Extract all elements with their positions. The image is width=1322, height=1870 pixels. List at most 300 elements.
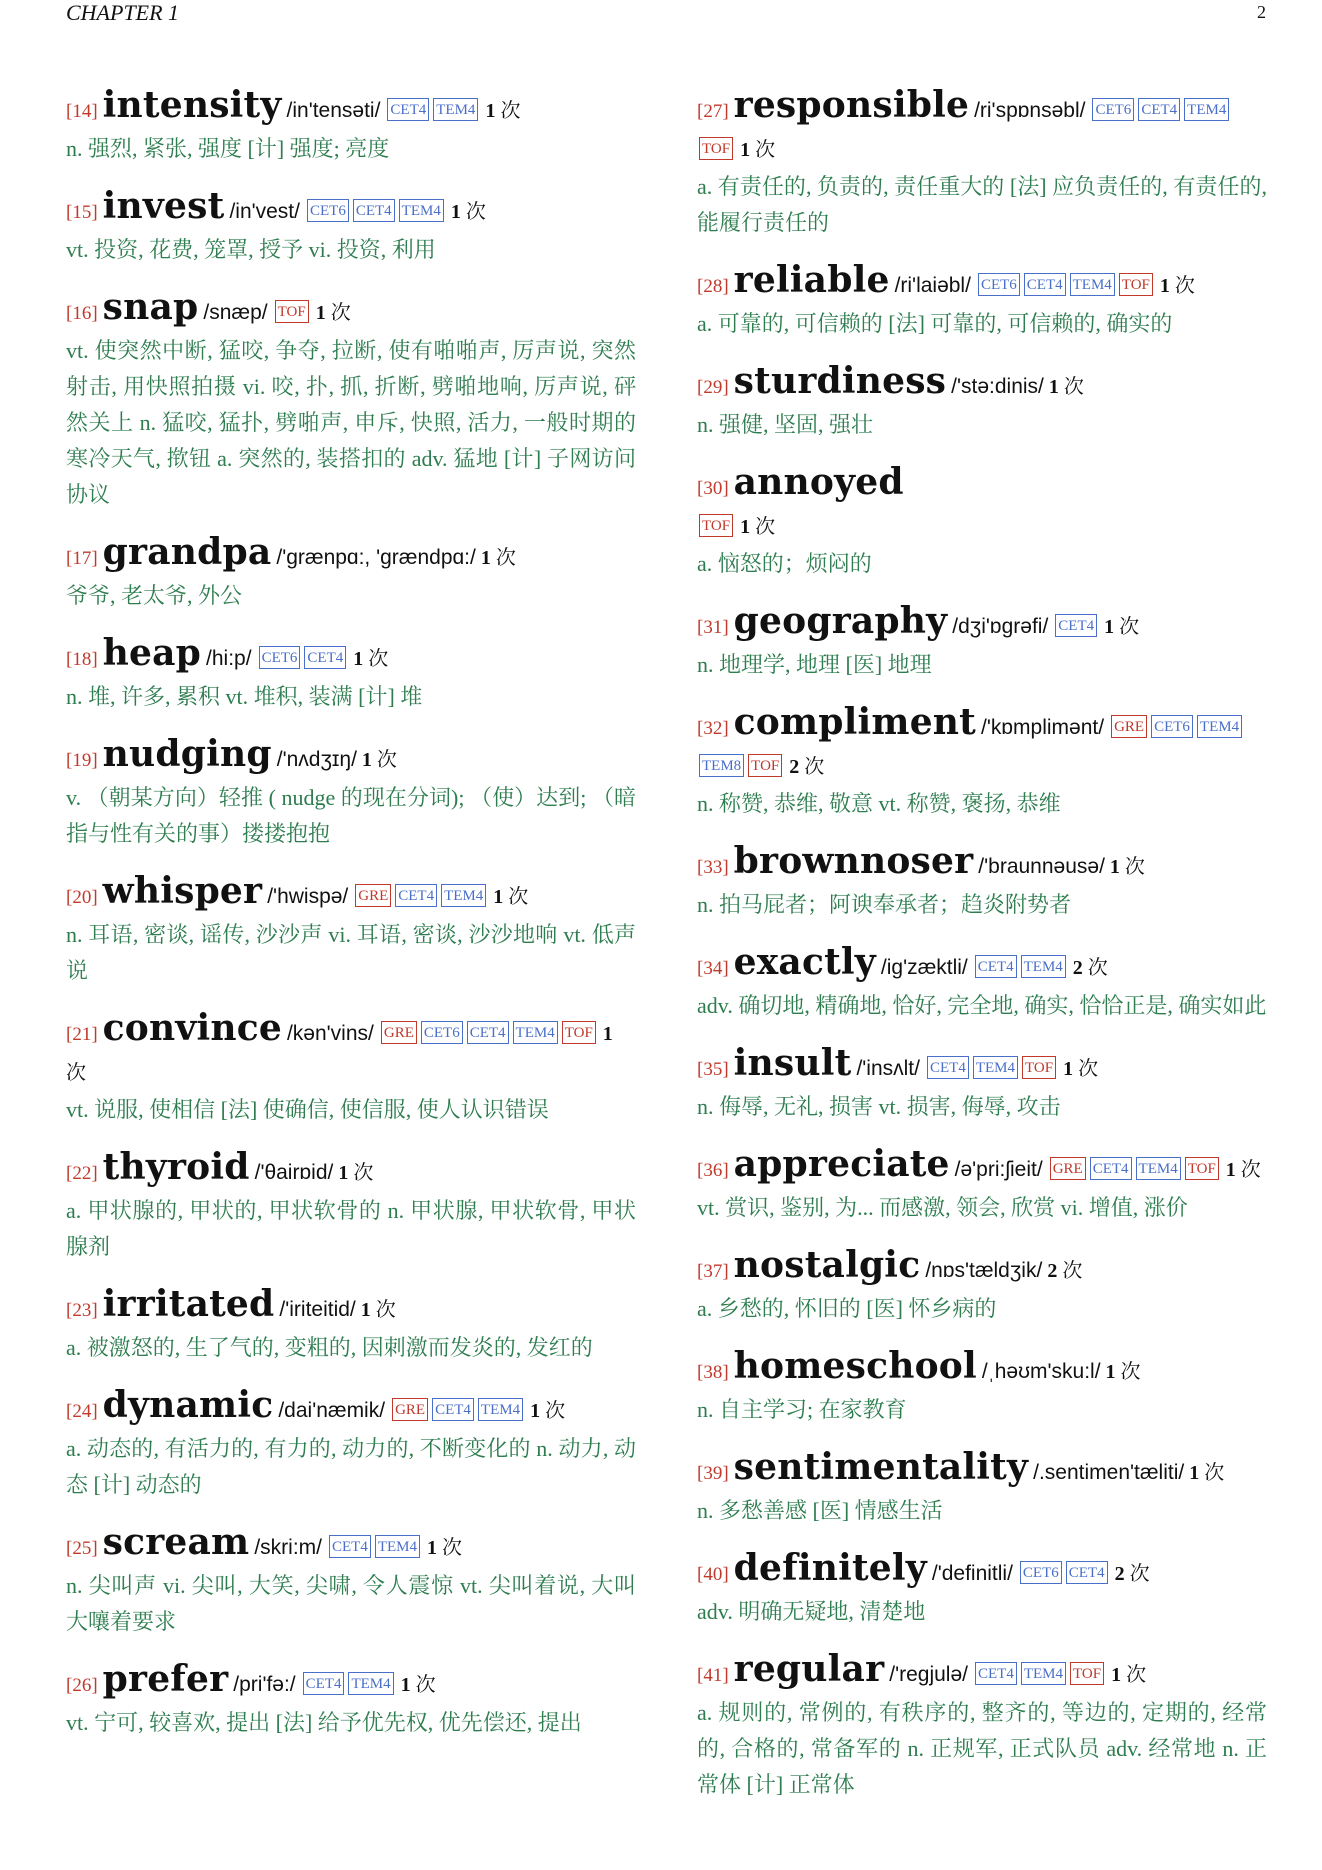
count-unit: 次 <box>375 1299 396 1321</box>
headword: reliable <box>733 259 890 301</box>
definition: n. 尖叫声 vi. 尖叫, 大笑, 尖啸, 令人震惊 vt. 尖叫着说, 大叫大嚷着要求 <box>66 1573 636 1634</box>
exam-tag: CET4 <box>467 1021 509 1044</box>
entry-index: [32] <box>697 718 729 739</box>
entry-index: [24] <box>66 1401 98 1422</box>
exam-tag: GRE <box>381 1021 417 1044</box>
exam-tag: CET6 <box>307 199 349 222</box>
entry-index: [37] <box>697 1261 729 1282</box>
headword: geography <box>733 600 948 642</box>
entry-index: [18] <box>66 649 98 670</box>
count-number: 2 <box>789 756 800 778</box>
exam-tag: TEM4 <box>1197 715 1242 738</box>
word-entry <box>697 1145 1267 1226</box>
definition: n. 堆, 许多, 累积 vt. 堆积, 装满 [计] 堆 <box>66 684 423 709</box>
count-unit: 次 <box>804 756 825 778</box>
entry-head <box>697 943 1267 988</box>
entry-head <box>697 1347 1267 1392</box>
definition: a. 规则的, 常例的, 有秩序的, 整齐的, 等边的, 定期的, 经常的, 合格的, 常备军的 n. 正规军, 正式队员 adv. 经常地 n. 正常体 [计] 正常体 <box>697 1700 1267 1797</box>
occurrence-count <box>1110 1563 1150 1585</box>
entry-head <box>697 1044 1267 1089</box>
entry-head <box>66 187 636 232</box>
occurrence-count <box>446 201 486 223</box>
count-unit: 次 <box>1062 1260 1083 1282</box>
count-unit: 次 <box>1120 1361 1141 1383</box>
entry-index: [40] <box>697 1564 729 1585</box>
left-column <box>66 66 636 1741</box>
count-unit: 次 <box>1078 1058 1099 1080</box>
count-number: 1 <box>1159 275 1170 297</box>
occurrence-count <box>481 547 516 569</box>
count-number: 1 <box>427 1537 438 1559</box>
definition: n. 强健, 坚固, 强壮 <box>697 412 874 437</box>
entry-head <box>697 463 1267 508</box>
count-unit: 次 <box>1063 376 1084 398</box>
count-unit: 次 <box>1204 1462 1225 1484</box>
pronunciation: /dʒi'ɒgrəfi/ <box>952 615 1049 638</box>
entry-index: [41] <box>697 1665 729 1686</box>
definition: vt. 说服, 使相信 [法] 使确信, 使信服, 使人认识错误 <box>66 1097 549 1122</box>
count-unit: 次 <box>1119 616 1140 638</box>
definition: a. 甲状腺的, 甲状的, 甲状软骨的 n. 甲状腺, 甲状软骨, 甲状腺剂 <box>66 1198 636 1259</box>
pronunciation: /skri:m/ <box>254 1536 322 1559</box>
entry-index: [39] <box>697 1463 729 1484</box>
exam-tag: TOF <box>748 754 782 777</box>
entry-head <box>697 261 1267 306</box>
entry-head <box>66 1386 636 1431</box>
entry-index: [31] <box>697 617 729 638</box>
word-entry <box>66 86 636 167</box>
count-unit: 次 <box>755 139 776 161</box>
count-unit: 次 <box>1126 1664 1147 1686</box>
exam-tag: CET4 <box>927 1056 969 1079</box>
count-unit: 次 <box>1240 1159 1261 1181</box>
word-entry <box>697 362 1267 443</box>
count-number: 1 <box>1109 856 1120 878</box>
word-entry <box>66 735 636 852</box>
count-unit: 次 <box>545 1400 566 1422</box>
occurrence-count <box>1106 1361 1141 1383</box>
count-number: 2 <box>1114 1563 1125 1585</box>
pronunciation: /'insʌlt/ <box>856 1057 920 1080</box>
entry-index: [36] <box>697 1160 729 1181</box>
entry-head <box>697 703 1267 786</box>
pronunciation: /'definitli/ <box>931 1562 1013 1585</box>
pronunciation: /'hwispə/ <box>267 885 349 908</box>
entry-index: [30] <box>697 478 729 499</box>
exam-tag: TEM4 <box>433 98 478 121</box>
entry-index: [23] <box>66 1300 98 1321</box>
headword: grandpa <box>102 531 272 573</box>
entry-head <box>66 735 636 780</box>
occurrence-count <box>361 1299 396 1321</box>
pronunciation: /hi:p/ <box>206 647 252 670</box>
entry-head <box>697 1246 1267 1291</box>
occurrence-count <box>1049 376 1084 398</box>
count-unit: 次 <box>1124 856 1145 878</box>
word-entry <box>66 533 636 614</box>
entry-head <box>697 362 1267 407</box>
word-entry <box>66 1660 636 1741</box>
exam-tag: CET4 <box>432 1398 474 1421</box>
exam-tag: CET4 <box>304 646 346 669</box>
headword: sturdiness <box>733 360 947 402</box>
exam-tag: TEM8 <box>699 754 744 777</box>
entry-head <box>66 1523 636 1568</box>
pronunciation: /ə'pri:ʃieit/ <box>954 1158 1043 1181</box>
occurrence-count <box>1221 1159 1261 1181</box>
exam-tag: GRE <box>355 884 391 907</box>
headword: responsible <box>733 84 970 126</box>
word-entry <box>697 463 1267 582</box>
entry-index: [29] <box>697 377 729 398</box>
occurrence-count <box>784 756 824 778</box>
word-entry <box>697 261 1267 342</box>
definition: n. 侮辱, 无礼, 损害 vt. 损害, 侮辱, 攻击 <box>697 1094 1061 1119</box>
exam-tag: TOF <box>1119 273 1153 296</box>
exam-tag: TEM4 <box>478 1398 523 1421</box>
pronunciation: /in'vest/ <box>229 200 300 223</box>
headword: definitely <box>733 1547 927 1589</box>
entry-head <box>697 1549 1267 1594</box>
word-entry <box>697 86 1267 241</box>
pronunciation: /'stə:dinis/ <box>951 375 1044 398</box>
definition: a. 有责任的, 负责的, 责任重大的 [法] 应负责任的, 有责任的, 能履行责任的 <box>697 174 1267 235</box>
word-entry <box>697 1549 1267 1630</box>
word-entry <box>66 634 636 715</box>
page-header <box>66 0 1266 26</box>
word-entry <box>697 842 1267 923</box>
exam-tag: GRE <box>1111 715 1147 738</box>
word-entry <box>66 1009 636 1128</box>
entry-index: [25] <box>66 1538 98 1559</box>
headword: brownnoser <box>733 840 974 882</box>
exam-tag: TOF <box>562 1021 596 1044</box>
exam-tag: CET6 <box>1151 715 1193 738</box>
exam-tag: CET6 <box>978 273 1020 296</box>
definition: 爷爷, 老太爷, 外公 <box>66 583 243 608</box>
exam-tag: TOF <box>1185 1157 1219 1180</box>
entry-head <box>697 86 1267 169</box>
entry-index: [15] <box>66 202 98 223</box>
headword: nudging <box>102 733 272 775</box>
definition: a. 可靠的, 可信赖的 [法] 可靠的, 可信赖的, 确实的 <box>697 311 1173 336</box>
definition: n. 拍马屁者；阿谀奉承者；趋炎附势者 <box>697 892 1072 917</box>
count-unit: 次 <box>66 1062 86 1084</box>
headword: annoyed <box>733 461 904 503</box>
entry-index: [19] <box>66 750 98 771</box>
definition: n. 多愁善感 [医] 情感生活 <box>697 1498 943 1523</box>
exam-tag: CET4 <box>1066 1561 1108 1584</box>
occurrence-count <box>348 648 388 670</box>
count-unit: 次 <box>353 1162 374 1184</box>
headword: nostalgic <box>733 1244 921 1286</box>
entry-head <box>66 533 636 578</box>
pronunciation: /ri'laiəbl/ <box>894 274 971 297</box>
exam-tag: CET4 <box>1090 1157 1132 1180</box>
count-number: 1 <box>493 886 504 908</box>
entry-head <box>697 1650 1267 1695</box>
exam-tag: GRE <box>1050 1157 1086 1180</box>
entry-index: [21] <box>66 1024 98 1045</box>
exam-tag: CET4 <box>1024 273 1066 296</box>
definition: adv. 明确无疑地, 清楚地 <box>697 1599 926 1624</box>
count-number: 1 <box>338 1162 349 1184</box>
exam-tag: CET4 <box>329 1535 371 1558</box>
entry-index: [26] <box>66 1675 98 1696</box>
exam-tag: CET4 <box>975 1662 1017 1685</box>
occurrence-count <box>1110 856 1145 878</box>
count-number: 1 <box>1189 1462 1200 1484</box>
count-number: 1 <box>315 302 326 324</box>
entry-index: [34] <box>697 958 729 979</box>
exam-tag: CET6 <box>421 1021 463 1044</box>
exam-tag: CET6 <box>1092 98 1134 121</box>
pronunciation: /'grænpɑ:, 'grændpɑ:/ <box>276 546 476 569</box>
occurrence-count <box>1189 1462 1224 1484</box>
count-number: 1 <box>1048 376 1059 398</box>
exam-tag: TEM4 <box>1070 273 1115 296</box>
occurrence-count <box>1099 616 1139 638</box>
definition: n. 耳语, 密谈, 谣传, 沙沙声 vi. 耳语, 密谈, 沙沙地响 vt. 低声说 <box>66 922 636 983</box>
word-entry <box>66 1148 636 1265</box>
exam-tag: CET4 <box>1138 98 1180 121</box>
occurrence-count <box>362 749 397 771</box>
exam-tag: TEM4 <box>1184 98 1229 121</box>
occurrence-count <box>1047 1260 1082 1282</box>
entry-head <box>66 1660 636 1705</box>
count-number: 1 <box>450 201 461 223</box>
word-entry <box>697 703 1267 822</box>
count-unit: 次 <box>1174 275 1195 297</box>
entry-head <box>697 602 1267 647</box>
count-number: 1 <box>740 516 751 538</box>
pronunciation: /pri'fə:/ <box>233 1673 296 1696</box>
headword: appreciate <box>733 1143 950 1185</box>
entry-head <box>66 1285 636 1330</box>
pronunciation: /in'tensəti/ <box>286 99 381 122</box>
pronunciation: /ri'spɒnsəbl/ <box>974 99 1086 122</box>
word-entry <box>697 1448 1267 1529</box>
pronunciation: /nɒs'tældʒik/ <box>925 1259 1043 1282</box>
count-unit: 次 <box>368 648 389 670</box>
count-unit: 次 <box>442 1537 463 1559</box>
pronunciation: /ig'zæktli/ <box>880 956 968 979</box>
exam-tag: TOF <box>699 137 733 160</box>
count-number: 1 <box>1111 1664 1122 1686</box>
definition: vt. 投资, 花费, 笼罩, 授予 vi. 投资, 利用 <box>66 237 436 262</box>
headword: homeschool <box>733 1345 977 1387</box>
occurrence-count <box>338 1162 373 1184</box>
count-number: 1 <box>360 1299 371 1321</box>
headword: exactly <box>733 941 876 983</box>
entry-head <box>697 1448 1267 1493</box>
definition: n. 地理学, 地理 [医] 地理 <box>697 652 932 677</box>
entry-index: [14] <box>66 101 98 122</box>
headword: thyroid <box>102 1146 250 1188</box>
word-entry <box>66 1386 636 1503</box>
definition: v. （朝某方向）轻推 ( nudge 的现在分词); （使）达到; （暗指与性有关的事）搂搂抱抱 <box>66 785 636 846</box>
count-number: 2 <box>1072 957 1083 979</box>
occurrence-count <box>735 139 775 161</box>
word-entry <box>66 1523 636 1640</box>
word-entry <box>66 187 636 268</box>
occurrence-count <box>311 302 351 324</box>
occurrence-count <box>1155 275 1195 297</box>
headword: insult <box>733 1042 852 1084</box>
pronunciation: /'θairɒid/ <box>254 1161 334 1184</box>
word-entry <box>697 1650 1267 1803</box>
count-unit: 次 <box>415 1674 436 1696</box>
count-number: 1 <box>1105 1361 1116 1383</box>
word-entry <box>697 943 1267 1024</box>
entry-index: [33] <box>697 857 729 878</box>
headword: invest <box>102 185 225 227</box>
entry-head <box>697 1145 1267 1190</box>
count-number: 1 <box>400 1674 411 1696</box>
occurrence-count <box>1058 1058 1098 1080</box>
word-entry <box>66 288 636 513</box>
pronunciation: /.sentimen'tæliti/ <box>1033 1461 1185 1484</box>
entry-index: [28] <box>697 276 729 297</box>
headword: heap <box>102 632 202 674</box>
word-entry <box>697 1347 1267 1428</box>
headword: convince <box>102 1007 282 1049</box>
count-number: 1 <box>361 749 372 771</box>
pronunciation: /'regjulə/ <box>889 1663 968 1686</box>
definition: vt. 使突然中断, 猛咬, 争夺, 拉断, 使有啪啪声, 厉声说, 突然射击, 用快照拍摄 vi. 咬, 扑, 抓, 折断, 劈啪地响, 厉声说, 砰然关上 n. 猛咬, 猛扑, 劈啪声, 申斥, 快照, 活力, 一般时期的寒冷天气, 揿钮 a. 突然的, 装搭扣的 adv. 猛地 [计] 子网访问协议 <box>66 338 636 507</box>
entry-index: [17] <box>66 548 98 569</box>
definition: n. 称赞, 恭维, 敬意 vt. 称赞, 褒扬, 恭维 <box>697 791 1061 816</box>
definition: vt. 赏识, 鉴别, 为... 而感激, 领会, 欣赏 vi. 增值, 涨价 <box>697 1195 1188 1220</box>
count-number: 1 <box>1225 1159 1236 1181</box>
pronunciation: /snæp/ <box>203 301 268 324</box>
entry-head <box>66 1009 636 1092</box>
chapter-title: CHAPTER 1 <box>66 0 180 25</box>
occurrence-count <box>488 886 528 908</box>
headword: whisper <box>102 870 263 912</box>
right-column <box>697 66 1267 1803</box>
entry-tags-line <box>697 508 1267 546</box>
entry-index: [38] <box>697 1362 729 1383</box>
count-number: 1 <box>353 648 364 670</box>
pronunciation: /'nʌdʒɪŋ/ <box>276 748 357 771</box>
occurrence-count <box>480 100 520 122</box>
entry-head <box>66 288 636 333</box>
exam-tag: TEM4 <box>1136 1157 1181 1180</box>
headword: irritated <box>102 1283 275 1325</box>
pronunciation: /'braunnəusə/ <box>978 855 1105 878</box>
definition: n. 强烈, 紧张, 强度 [计] 强度; 亮度 <box>66 136 390 161</box>
count-number: 1 <box>740 139 751 161</box>
count-unit: 次 <box>330 302 351 324</box>
word-entry <box>697 602 1267 683</box>
count-number: 1 <box>1063 1058 1074 1080</box>
headword: scream <box>102 1521 250 1563</box>
count-unit: 次 <box>755 516 776 538</box>
occurrence-count <box>735 516 775 538</box>
count-unit: 次 <box>508 886 529 908</box>
word-entry <box>697 1246 1267 1327</box>
headword: intensity <box>102 84 282 126</box>
entry-head <box>697 842 1267 887</box>
definition: a. 乡愁的, 怀旧的 [医] 怀乡病的 <box>697 1296 997 1321</box>
occurrence-count <box>525 1400 565 1422</box>
entry-index: [35] <box>697 1059 729 1080</box>
exam-tag: TEM4 <box>1021 955 1066 978</box>
headword: prefer <box>102 1658 229 1700</box>
definition: a. 动态的, 有活力的, 有力的, 动力的, 不断变化的 n. 动力, 动态 [计] 动态的 <box>66 1436 636 1497</box>
exam-tag: TOF <box>1022 1056 1056 1079</box>
definition: vt. 宁可, 较喜欢, 提出 [法] 给予优先权, 优先偿还, 提出 <box>66 1710 582 1735</box>
exam-tag: CET4 <box>387 98 429 121</box>
entry-index: [22] <box>66 1163 98 1184</box>
entry-index: [16] <box>66 303 98 324</box>
exam-tag: TEM4 <box>348 1672 393 1695</box>
pronunciation: /'kɒmplimənt/ <box>981 716 1105 739</box>
exam-tag: TEM4 <box>513 1021 558 1044</box>
exam-tag: CET4 <box>1055 614 1097 637</box>
page-number: 2 <box>1257 2 1266 22</box>
count-number: 1 <box>530 1400 541 1422</box>
headword: dynamic <box>102 1384 274 1426</box>
definition: a. 恼怒的；烦闷的 <box>697 551 872 576</box>
entry-index: [20] <box>66 887 98 908</box>
pronunciation: /'iriteitid/ <box>279 1298 356 1321</box>
pronunciation: /kən'vins/ <box>286 1022 374 1045</box>
occurrence-count <box>396 1674 436 1696</box>
entry-head <box>66 872 636 917</box>
exam-tag: CET6 <box>259 646 301 669</box>
definition: a. 被激怒的, 生了气的, 变粗的, 因刺激而发炎的, 发红的 <box>66 1335 593 1360</box>
count-number: 2 <box>1047 1260 1058 1282</box>
count-number: 1 <box>1104 616 1115 638</box>
entry-head <box>66 1148 636 1193</box>
entry-head <box>66 634 636 679</box>
exam-tag: GRE <box>392 1398 428 1421</box>
entry-index: [27] <box>697 101 729 122</box>
count-number: 1 <box>480 547 491 569</box>
exam-tag: TEM4 <box>973 1056 1018 1079</box>
headword: compliment <box>733 701 977 743</box>
count-unit: 次 <box>376 749 397 771</box>
word-entry <box>66 1285 636 1366</box>
exam-tag: TOF <box>1070 1662 1104 1685</box>
occurrence-count <box>1068 957 1108 979</box>
exam-tag: CET4 <box>303 1672 345 1695</box>
exam-tag: CET4 <box>353 199 395 222</box>
count-number: 1 <box>485 100 496 122</box>
count-number: 1 <box>602 1023 613 1045</box>
exam-tag: TEM4 <box>375 1535 420 1558</box>
exam-tag: TOF <box>275 300 309 323</box>
exam-tag: TEM4 <box>441 884 486 907</box>
exam-tag: TEM4 <box>399 199 444 222</box>
exam-tag: CET6 <box>1020 1561 1062 1584</box>
count-unit: 次 <box>1087 957 1108 979</box>
pronunciation: /dai'næmik/ <box>278 1399 386 1422</box>
headword: snap <box>102 286 199 328</box>
occurrence-count <box>1106 1664 1146 1686</box>
headword: sentimentality <box>733 1446 1029 1488</box>
exam-tag: TOF <box>699 514 733 537</box>
exam-tag: TEM4 <box>1021 1662 1066 1685</box>
count-unit: 次 <box>500 100 521 122</box>
headword: regular <box>733 1648 885 1690</box>
count-unit: 次 <box>465 201 486 223</box>
exam-tag: CET4 <box>395 884 437 907</box>
word-entry <box>697 1044 1267 1125</box>
definition: n. 自主学习; 在家教育 <box>697 1397 907 1422</box>
